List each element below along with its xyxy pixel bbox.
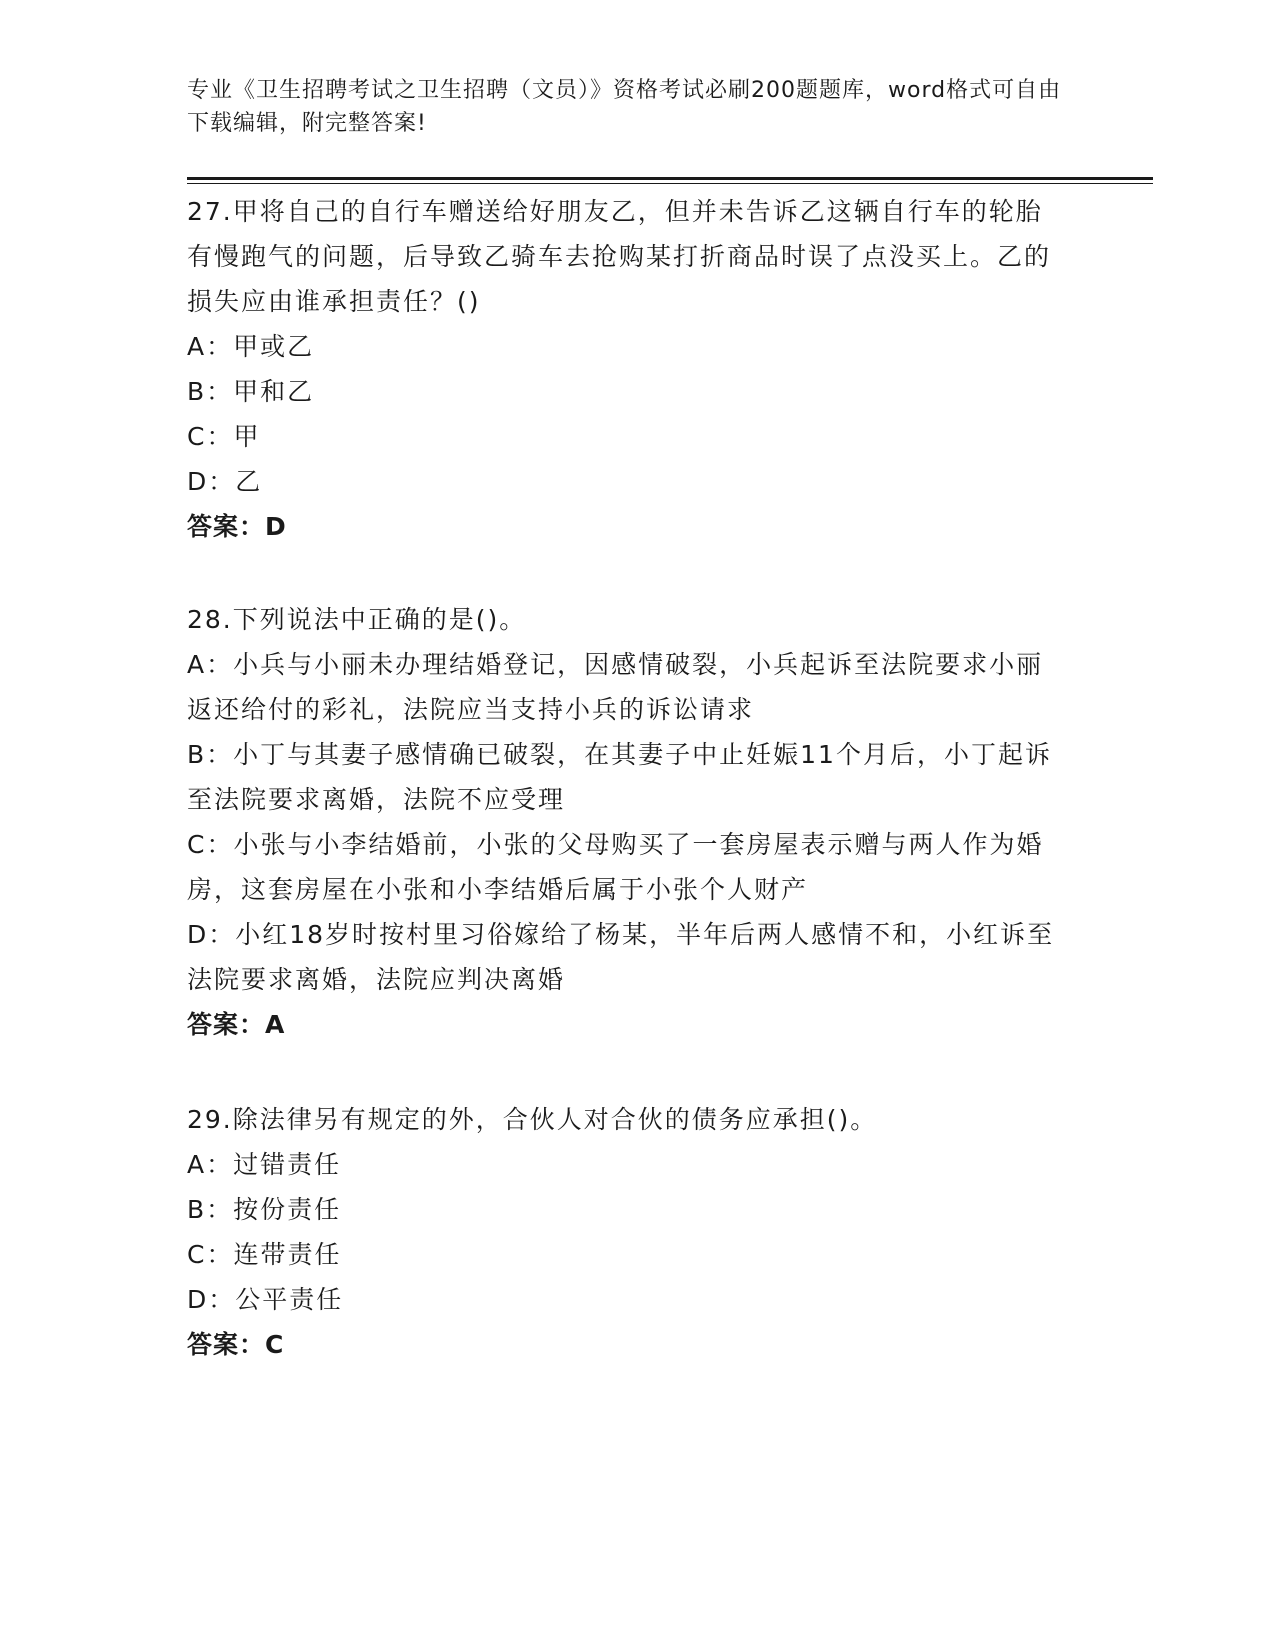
document-header: 专业《卫生招聘考试之卫生招聘（文员）》资格考试必刷200题题库，word格式可自由下载编辑，附完整答案! xyxy=(187,78,1062,136)
option-d: D：乙 xyxy=(187,467,263,496)
option-a: A：小兵与小丽未办理结婚登记，因感情破裂，小兵起诉至法院要求小丽返还给付的彩礼，法院应当支持小兵的诉讼请求 xyxy=(187,650,1044,724)
question-28 xyxy=(187,597,1067,1047)
question-stem: 27.甲将自己的自行车赠送给好朋友乙，但并未告诉乙这辆自行车的轮胎有慢跑气的问题，后导致乙骑车去抢购某打折商品时误了点没买上。乙的损失应由谁承担责任？() xyxy=(187,197,1052,316)
header-divider-thick xyxy=(187,177,1153,180)
option-d: D：小红18岁时按村里习俗嫁给了杨某，半年后两人感情不和，小红诉至法院要求离婚，法院应判决离婚 xyxy=(187,920,1055,994)
option-c: C：连带责任 xyxy=(187,1240,342,1269)
answer: 答案：A xyxy=(187,1010,286,1039)
header-divider-thin xyxy=(187,183,1153,184)
option-a: A：过错责任 xyxy=(187,1150,342,1179)
answer: 答案：C xyxy=(187,1330,285,1359)
option-b: B：甲和乙 xyxy=(187,377,315,406)
option-d: D：公平责任 xyxy=(187,1285,344,1314)
option-c: C：甲 xyxy=(187,422,261,451)
question-stem: 28.下列说法中正确的是()。 xyxy=(187,605,527,634)
question-29 xyxy=(187,1097,1067,1367)
option-b: B：小丁与其妻子感情确已破裂，在其妻子中止妊娠11个月后，小丁起诉至法院要求离婚，法院不应受理 xyxy=(187,740,1052,814)
answer: 答案：D xyxy=(187,512,287,541)
question-27 xyxy=(187,189,1067,549)
question-stem: 29.除法律另有规定的外，合伙人对合伙的债务应承担()。 xyxy=(187,1105,878,1134)
option-a: A：甲或乙 xyxy=(187,332,315,361)
option-b: B：按份责任 xyxy=(187,1195,342,1224)
option-c: C：小张与小李结婚前，小张的父母购买了一套房屋表示赠与两人作为婚房，这套房屋在小张和小李结婚后属于小张个人财产 xyxy=(187,830,1044,904)
